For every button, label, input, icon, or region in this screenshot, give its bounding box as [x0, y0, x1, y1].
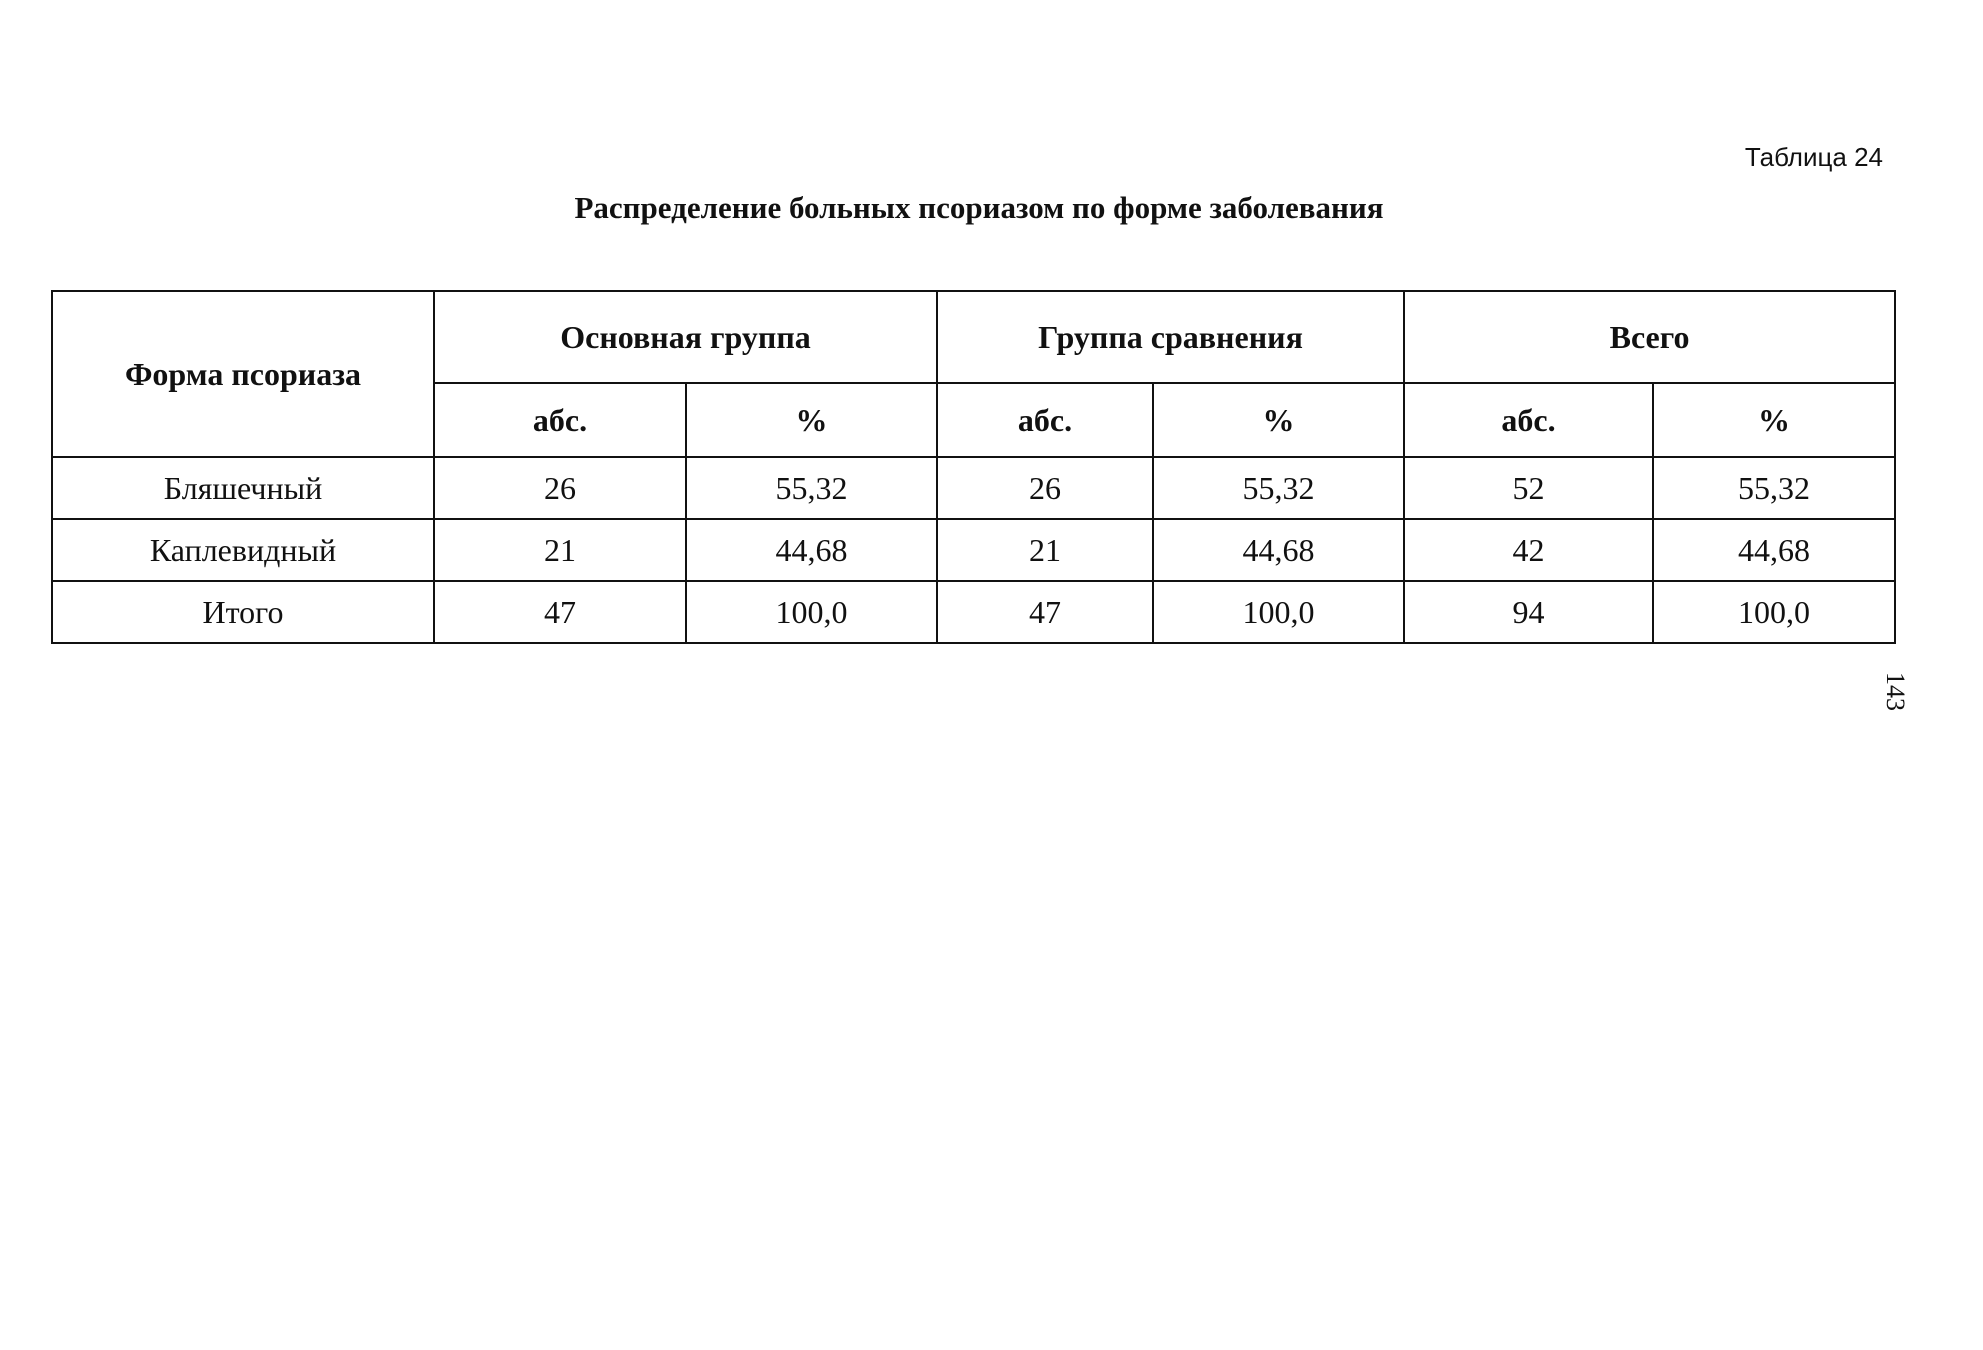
table-number: Таблица 24	[1744, 142, 1883, 172]
header-group-comparison: Группа сравнения	[937, 291, 1404, 383]
table-cell: 44,68	[1153, 519, 1404, 581]
table-row	[52, 457, 1895, 519]
table-cell: 21	[434, 519, 686, 581]
table-title: Распределение больных псориазом по форме заболевания	[574, 190, 1384, 225]
table-cell: 26	[937, 457, 1153, 519]
row-label: Бляшечный	[52, 457, 434, 519]
subheader-percent: %	[1653, 383, 1895, 457]
subheader-abs: абс.	[1404, 383, 1653, 457]
row-label: Каплевидный	[52, 519, 434, 581]
header-group-main: Основная группа	[434, 291, 937, 383]
table-cell: 100,0	[1153, 581, 1404, 643]
row-label: Итого	[52, 581, 434, 643]
subheader-abs: абс.	[434, 383, 686, 457]
data-table	[51, 290, 1896, 644]
subheader-percent: %	[686, 383, 937, 457]
table-row	[52, 519, 1895, 581]
table-cell: 55,32	[686, 457, 937, 519]
table-cell: 94	[1404, 581, 1653, 643]
header-group-total: Всего	[1404, 291, 1895, 383]
table-cell: 21	[937, 519, 1153, 581]
table-cell: 100,0	[686, 581, 937, 643]
header-form: Форма псориаза	[52, 291, 434, 457]
table-cell: 26	[434, 457, 686, 519]
table-row	[52, 581, 1895, 643]
subheader-abs: абс.	[937, 383, 1153, 457]
table-cell: 44,68	[1653, 519, 1895, 581]
table-cell: 44,68	[686, 519, 937, 581]
table-cell: 55,32	[1153, 457, 1404, 519]
table-cell: 47	[434, 581, 686, 643]
page-number: 143	[1881, 672, 1910, 711]
table-cell: 100,0	[1653, 581, 1895, 643]
header-row-groups	[52, 291, 1895, 383]
table-cell: 47	[937, 581, 1153, 643]
table-cell: 52	[1404, 457, 1653, 519]
table-cell: 42	[1404, 519, 1653, 581]
table-cell: 55,32	[1653, 457, 1895, 519]
subheader-percent: %	[1153, 383, 1404, 457]
